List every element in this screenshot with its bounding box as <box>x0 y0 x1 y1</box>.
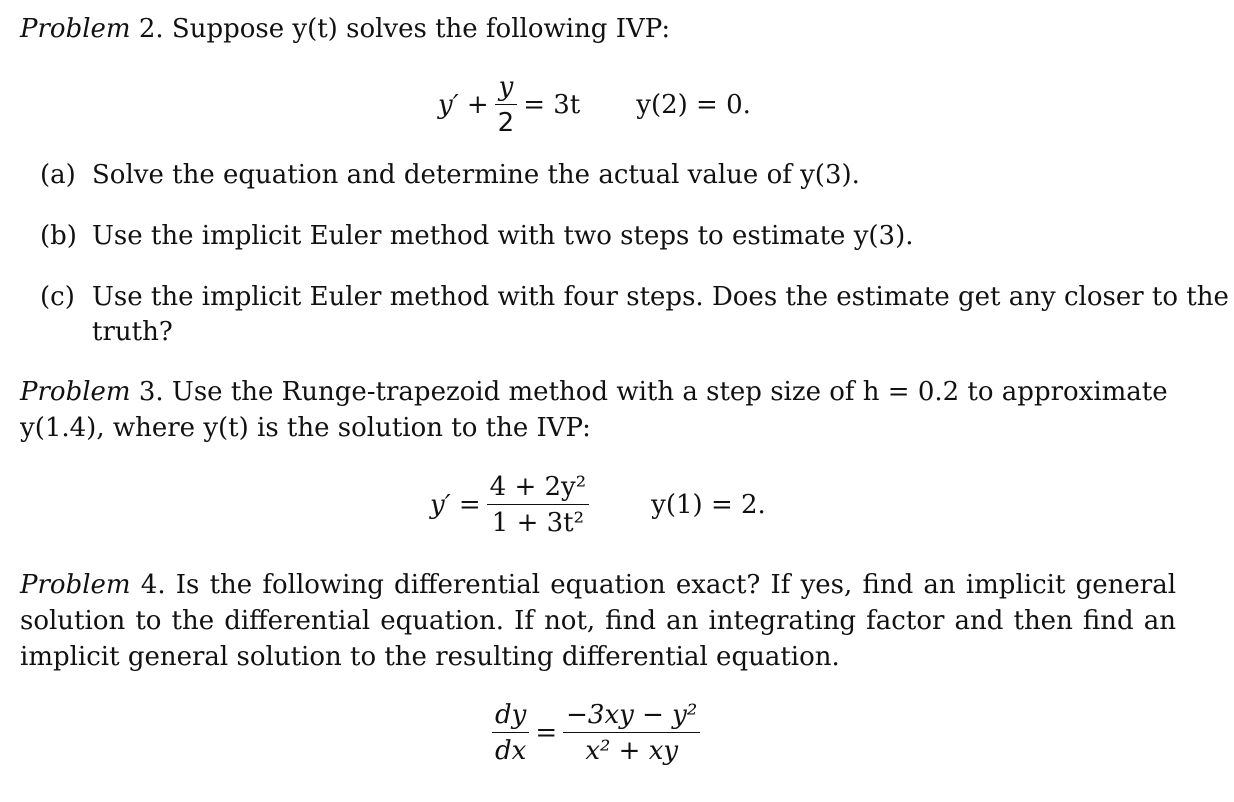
p2-frac-bar <box>495 104 518 105</box>
problem-3-label: Problem <box>20 377 131 407</box>
p4-lhs-den: dx <box>495 736 527 766</box>
p4-lhs-bar <box>492 732 529 733</box>
p2-part-a-mark: (a) <box>40 160 76 190</box>
p2-eq-fraction <box>495 72 518 138</box>
p2-part-a-text: Solve the equation and determine the actual value of y(3). <box>92 160 860 190</box>
p4-lhs-fraction <box>492 700 529 766</box>
problem-3-line-1 <box>20 375 1168 409</box>
p4-rhs-fraction <box>563 700 700 766</box>
problem-4-line-1 <box>20 568 1176 602</box>
p2-frac-den: 2 <box>497 108 515 138</box>
p2-part-c-text: Use the implicit Euler method with four steps. Does the estimate get any closer to the <box>92 282 1229 312</box>
p3-eq-lhs: y′ = <box>430 490 481 520</box>
problem-4-label: Problem <box>20 570 131 600</box>
p3-frac-den: 1 + 3t² <box>491 508 585 538</box>
problem-4-text-1: 4. Is the following differential equation exact? If yes, find an implicit general <box>140 570 1177 600</box>
problem-4-line-2: solution to the differential equation. If not, find an integrating factor and then find an <box>20 606 1176 636</box>
p4-rhs-den: x² + xy <box>585 736 679 766</box>
p3-frac-num: 4 + 2y² <box>489 472 587 502</box>
p4-equals: = <box>535 718 558 748</box>
problem-3-text-1: 3. Use the Runge-trapezoid method with a step size of h = 0.2 to approximate <box>138 377 1168 407</box>
p2-part-b-text: Use the implicit Euler method with two steps to estimate y(3). <box>92 221 914 251</box>
problem-3-equation <box>430 472 766 538</box>
problem-2-equation <box>438 72 751 138</box>
p3-frac-bar <box>487 504 590 505</box>
p3-eq-fraction <box>487 472 590 538</box>
problem-2-text: 2. Suppose y(t) solves the following IVP: <box>138 14 671 44</box>
p2-part-c-text-cont: truth? <box>92 317 173 347</box>
p2-part-b-mark: (b) <box>40 221 77 251</box>
problem-4-equation <box>486 700 706 766</box>
p2-frac-num: y <box>498 72 514 102</box>
problem-2-label: Problem <box>20 14 131 44</box>
p4-lhs-num: dy <box>495 700 527 730</box>
p3-initial-condition: y(1) = 2. <box>651 490 766 520</box>
p2-eq-lhs: y′ + <box>438 90 489 120</box>
problem-2-heading <box>20 12 670 46</box>
problem-4-line-3: implicit general solution to the resulting differential equation. <box>20 642 840 672</box>
p2-eq-rhs: = 3t <box>523 90 581 120</box>
p2-part-c-mark: (c) <box>40 282 75 312</box>
p4-rhs-bar <box>563 732 700 733</box>
problem-3-line-2: y(1.4), where y(t) is the solution to the IVP: <box>20 413 591 443</box>
p2-initial-condition: y(2) = 0. <box>636 90 751 120</box>
p4-rhs-num: −3xy − y² <box>566 700 698 730</box>
